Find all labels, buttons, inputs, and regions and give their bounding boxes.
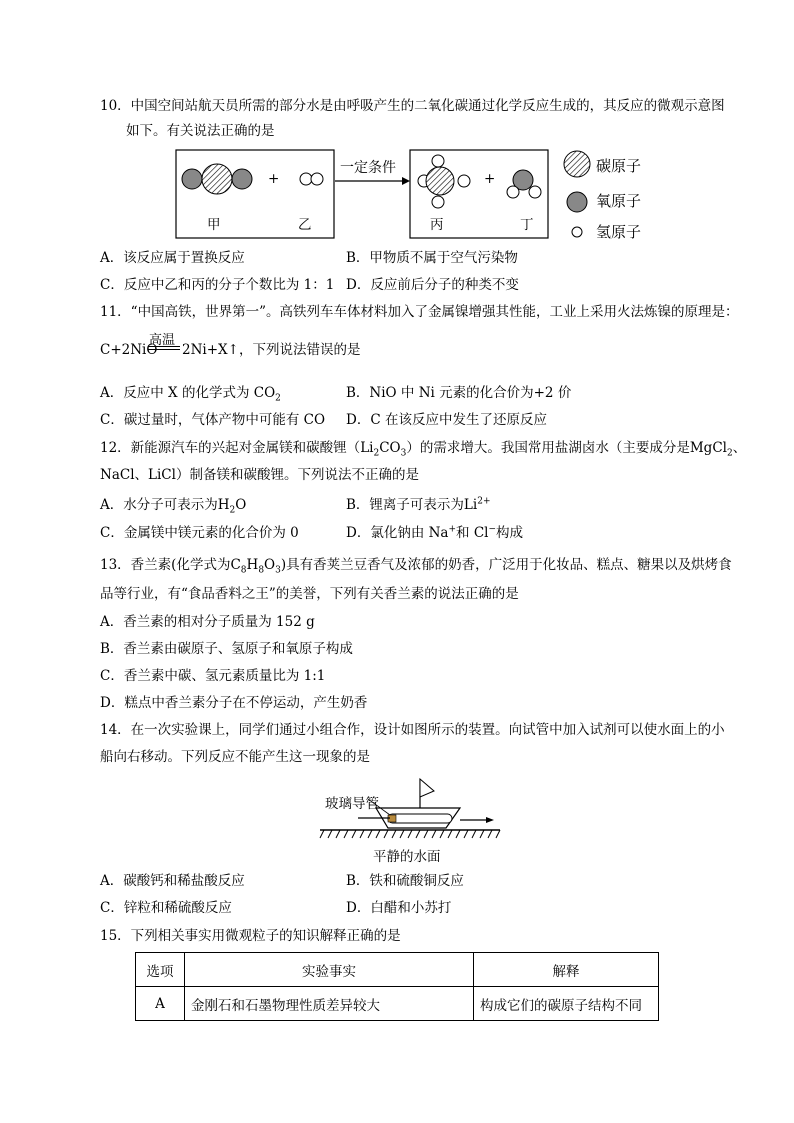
legend-carbon-icon [564,151,590,177]
q14-option-d: D．白醋和小苏打 [346,900,452,916]
q10-stem-line2: 如下。有关说法正确的是 [126,123,275,139]
q10-option-d: D．反应前后分子的种类不变 [346,277,519,293]
q14-option-b: B．铁和硫酸铜反应 [346,873,464,889]
q11-option-a: A．反应中 X 的化学式为 $CO_2$ [100,385,281,404]
legend-oxygen-icon [567,192,587,212]
q13-stem-line1: 13．香兰素(化学式为$C_8H_8O_3$)具有香荚兰豆香气及浓郁的奶香，广泛用于化妆品、糕点、糖果以及烘烤食 [100,557,732,576]
q14-stem-line2: 船向右移动。下列反应不能产生这一现象的是 [100,749,370,765]
h2-hydrogen-atom-left [300,173,312,185]
ch4-hydrogen-atom [432,196,444,208]
q15-table [135,952,659,1021]
boat-flag [420,779,434,797]
q12-stem-line2: NaCl、LiCl）制备镁和碳酸锂。下列说法不正确的是 [100,467,419,483]
ch4-carbon-atom [426,167,454,195]
q10-stem-line1: 10．中国空间站航天员所需的部分水是由呼吸产生的二氧化碳通过化学反应生成的，其反应的微观示意图 [100,98,725,114]
header-explanation: 解释 [474,953,659,987]
cell-fact: 金刚石和石墨物理性质差异较大 [185,987,474,1021]
q13-option-d: D．糕点中香兰素分子在不停运动，产生奶香 [100,695,368,711]
q13-stem-line2: 品等行业，有“食品香料之王”的美誉，下列有关香兰素的说法正确的是 [100,586,519,602]
legend-oxygen-label: 氧原子 [596,192,642,210]
q10-option-c: C．反应中乙和丙的分子个数比为 1：1 [100,277,335,293]
h2o-hydrogen-atom [529,186,541,198]
cell-option: A [136,987,185,1021]
q10-option-a: A．该反应属于置换反应 [100,250,245,266]
legend-hydrogen-icon [572,227,582,237]
q13-option-a: A．香兰素的相对分子质量为 152 g [100,614,315,630]
q12-stem-line1: 12．新能源汽车的兴起对金属镁和碳酸锂$(Li_2CO_3)$的需求增大。我国常用盐湖卤水（主要成分是MgCl$_2$、 [100,440,747,459]
label-glass-tube: 玻璃导管 [325,796,379,812]
q11-eq-right: 2Ni+X↑，下列说法错误的是 [182,342,361,358]
q15-stem: 15．下列相关事实用微观粒子的知识解释正确的是 [100,928,401,944]
h2-hydrogen-atom-right [311,173,323,185]
plus-left: + [268,171,280,187]
label-ding: 丁 [520,217,534,233]
label-jia: 甲 [207,217,221,233]
q11-option-d: D．C 在该反应中发生了还原反应 [346,412,547,428]
label-yi: 乙 [298,217,312,233]
q12-option-a: A．水分子可表示为$H_2O$ [100,497,247,516]
q11-stem: 11．“中国高铁，世界第一”。高铁列车车体材料加入了金属镍增强其性能，工业上采用火法炼镍的原理是： [100,304,739,320]
header-option: 选项 [136,953,185,987]
table-header-row [136,953,659,987]
q10-reaction-diagram [170,144,660,244]
ch4-hydrogen-atom [458,175,470,187]
arrow-label: 一定条件 [340,160,396,176]
q11-option-c: C．碳过量时，气体产物中可能有 CO [100,412,326,428]
cell-explanation: 构成它们的碳原子结构不同 [474,987,659,1021]
co2-carbon-atom [202,164,232,194]
test-tube [388,814,452,823]
plus-right: + [484,171,496,187]
q12-option-b: B．锂离子可表示为$Li^{2+}$ [346,496,491,513]
label-bing: 丙 [430,217,444,233]
h2o-hydrogen-atom [507,186,519,198]
label-calm-water: 平静的水面 [373,849,441,865]
q11-eq-condition: 高温 [149,333,176,348]
q12-option-d: D．氯化钠由 Na+和 Cl−构成 [346,524,524,541]
q12-option-c: C．金属镁中镁元素的化合价为 0 [100,525,299,541]
co2-oxygen-atom-left [182,169,202,189]
legend-hydrogen-label: 氢原子 [596,223,642,241]
q11-eq-left: C+2NiO [100,342,158,358]
q14-option-a: A．碳酸钙和稀盐酸反应 [100,873,245,889]
q14-stem-line1: 14．在一次实验课上，同学们通过小组合作，设计如图所示的装置。向试管中加入试剂可以使水面上的小 [100,722,725,738]
ch4-hydrogen-atom [432,155,444,167]
co2-oxygen-atom-right [232,169,252,189]
q11-option-b: B．NiO 中 Ni 元素的化合价为+2 价 [346,385,572,401]
q10-option-b: B．甲物质不属于空气污染物 [346,250,518,266]
q13-option-b: B．香兰素由碳原子、氢原子和氧原子构成 [100,641,353,657]
q14-option-c: C．锌粒和稀硫酸反应 [100,900,232,916]
table-row [136,987,659,1021]
q13-option-c: C．香兰素中碳、氢元素质量比为 1:1 [100,668,326,684]
header-fact: 实验事实 [185,953,474,987]
legend-carbon-label: 碳原子 [596,157,642,175]
